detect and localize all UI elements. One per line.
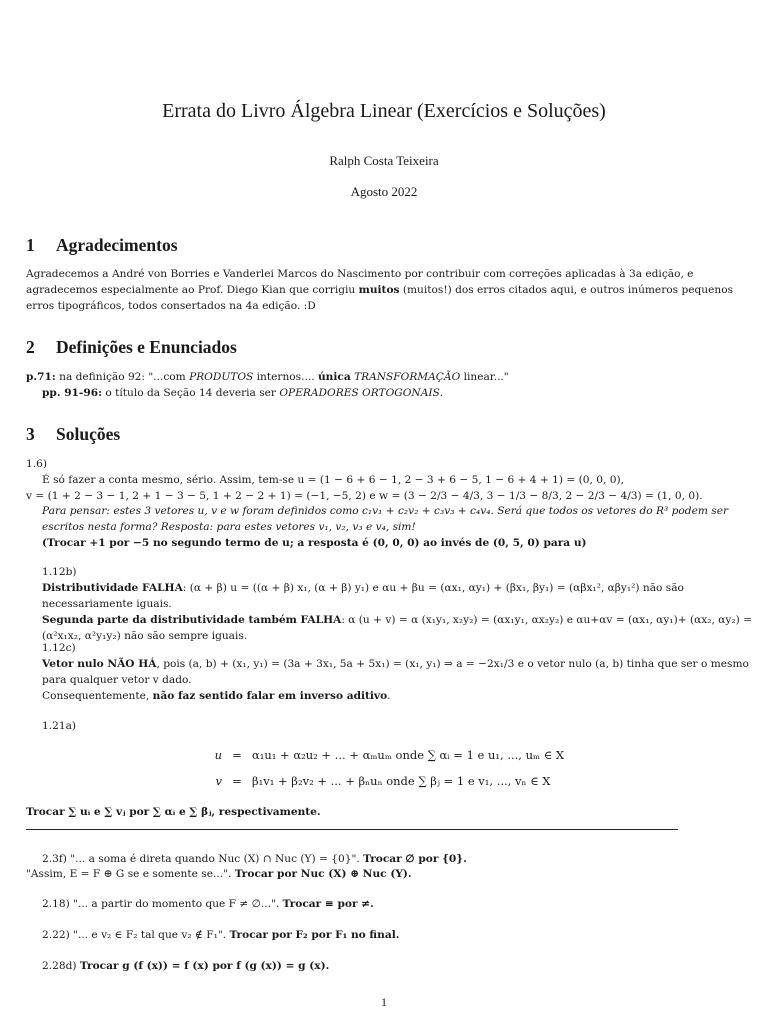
exercise-1-12b-part2: Segunda parte da distributividade também FALHA: α (u + v) = α (x₁y₁, x₂y₂) = (αx₁y₁, αx₂y₂) e αu+αv = (αx₁, αy₁)+ (αx₂, αy₂) = (α²x₁x₂, α²y₁y₂) não são sempre iguais. (42, 614, 752, 642)
section-heading-solucoes: 3 Soluções (26, 424, 121, 444)
definition-errata-pp91: pp. 91-96: o título da Seção 14 deveria ser OPERADORES ORTOGONAIS. (42, 387, 444, 399)
exercise-1-21a-fix: Trocar ∑ uᵢ e ∑ vⱼ por ∑ αᵢ e ∑ βⱼ, respectivamente. (26, 806, 321, 818)
exercise-2-18: 2.18) "... a partir do momento que F ≠ ∅...". Trocar ≡ por ≠. (42, 898, 374, 910)
exercise-1-6-line1: É só fazer a conta mesmo, sério. Assim, tem-se u = (1 − 6 + 6 − 1, 2 − 3 + 6 − 5, 1 − 6 + 4 + 1) = (0, 0, 0), (42, 474, 624, 486)
exercise-1-12c-part1: Vetor nulo NÃO HÁ, pois (a, b) + (x₁, y₁) = (3a + 3x₁, 5a + 5x₁) = (x₁, y₁) ⇒ a = −2x₁/3 e o vetor nulo (a, b) tinha que ser o mesmo para qualquer vetor v dado. (42, 658, 749, 686)
exercise-label-1-6: 1.6) (26, 458, 47, 470)
equation-u: u = α₁u₁ + α₂u₂ + ... + αₘuₘ onde ∑ αᵢ = 1 e u₁, ..., uₘ ∈ X (214, 748, 565, 762)
author: Ralph Costa Teixeira (329, 153, 439, 168)
exercise-1-6-think: Para pensar: estes 3 vetores u, v e w foram definidos como c₁v₁ + c₂v₂ + c₃v₃ + c₄v₄. Será que todos os vetores do R³ podem ser escritos nesta forma? Resposta: para estes vetores v₁, v₂, v₃ e v₄, sim! (42, 505, 729, 533)
exercise-2-28d: 2.28d) Trocar g (f (x)) = f (x) por f (g (x)) = g (x). (42, 960, 330, 972)
exercise-2-3f-line2: "Assim, E = F ⊕ G se e somente se...". Trocar por Nuc (X) ⊕ Nuc (Y). (26, 868, 412, 880)
equation-v: v = β₁v₁ + β₂v₂ + ... + βₙuₙ onde ∑ βⱼ = 1 e v₁, ..., vₙ ∈ X (215, 774, 551, 788)
exercise-2-3f-line1: 2.3f) "... a soma é direta quando Nuc (X) ∩ Nuc (Y) = {0}". Trocar ∅ por {0}. (42, 853, 467, 865)
definition-errata-p71: p.71: na definição 92: "...com PRODUTOS internos.... única TRANSFORMAÇÃO linear..." (26, 371, 509, 383)
date: Agosto 2022 (350, 184, 418, 199)
section-heading-agradecimentos: 1 Agradecimentos (26, 235, 178, 255)
exercise-label-1-12b: 1.12b) (42, 566, 77, 578)
section-heading-definicoes: 2 Definições e Enunciados (26, 337, 237, 357)
exercise-label-1-12c: 1.12c) (42, 642, 76, 654)
acknowledgements-paragraph: Agradecemos a André von Borries e Vanderlei Marcos do Nascimento por contribuir com correções aplicadas à 3a edição, e agradecemos especialmente ao Prof. Diego Kian que corrigiu muitos (muitos!) dos erros citados aqui, e outros inúmeros pequenos erros tipográficos, todos consertados na 4a edição. :D (26, 268, 734, 312)
page-number: 1 (381, 995, 387, 1009)
exercise-1-6-line2: v = (1 + 2 − 3 − 1, 2 + 1 − 3 − 5, 1 + 2 − 2 + 1) = (−1, −5, 2) e w = (3 − 2/3 − 4/3, 3 − 1/3 − 8/3, 2 − 2/3 − 4/3) = (1, 0, 0). (26, 490, 703, 502)
exercise-2-22: 2.22) "... e v₂ ∈ F₂ tal que v₂ ∉ F₁". Trocar por F₂ por F₁ no final. (42, 929, 400, 941)
exercise-1-12c-part2: Consequentemente, não faz sentido falar em inverso aditivo. (42, 690, 391, 702)
document-title: Errata do Livro Álgebra Linear (Exercícios e Soluções) (162, 100, 606, 122)
exercise-1-12b-part1: Distributividade FALHA: (α + β) u = ((α + β) x₁, (α + β) y₁) e αu + βu = (αx₁, αy₁) + (βx₁, βy₁) = (αβx₁², αβy₁²) não são necessariamente iguais. (42, 582, 684, 610)
horizontal-rule (26, 829, 678, 830)
exercise-1-6-fix: (Trocar +1 por −5 no segundo termo de u; a resposta é (0, 0, 0) ao invés de (0, 5, 0) para u) (42, 537, 587, 549)
exercise-label-1-21a: 1.21a) (42, 720, 77, 732)
